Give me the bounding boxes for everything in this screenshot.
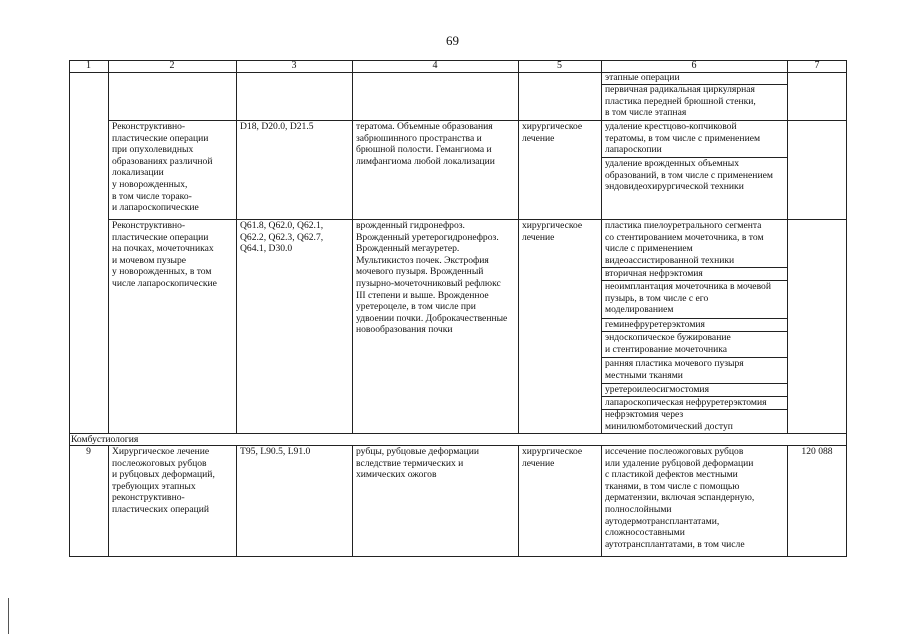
col-border [236, 60, 237, 433]
col-border [601, 60, 602, 433]
method-cell: лапароскопическая нефруретерэктомия [605, 397, 767, 408]
col-border [787, 60, 788, 433]
col-border [601, 445, 602, 557]
method-cell: первичная радикальная циркулярная пластика передней брюшной стенки, в том числе этапная [605, 84, 756, 119]
method-cell: вторичная нефрэктомия [605, 268, 703, 279]
col-border [352, 445, 353, 557]
row-divider [69, 433, 847, 434]
col-border [787, 445, 788, 557]
col-border [108, 445, 109, 557]
method-cell: нефрэктомия через минилюмботомический доступ [605, 409, 733, 432]
column-header-1: 1 [86, 60, 91, 71]
col-border [108, 60, 109, 433]
treatment-type-cell: хирургическое лечение [522, 121, 583, 144]
procedure-name-cell: Хирургическое лечение послеожоговых рубцов и рубцовых деформаций, требующих этапных реконструктивно- пластических операций [112, 446, 215, 515]
column-header-5: 5 [557, 60, 562, 71]
method-cell: иссечение послеожоговых рубцов или удаление рубцовой деформации с пластикой дефектов местными тканями, в том числе с помощью дерматензии, включая эспандерную, полнослойными аутодермотрансплантатами, сложносоставными аутотрансплантатами, в том числе [605, 446, 755, 550]
row-number-cell: 9 [86, 446, 91, 457]
col-border [352, 60, 353, 433]
col-border [236, 445, 237, 557]
table-bottom-border [69, 556, 847, 557]
method-cell: этапные операции [605, 72, 680, 83]
column-header-7: 7 [814, 60, 820, 71]
header-bottom-border [69, 72, 847, 73]
method-cell: ранняя пластика мочевого пузыря местными тканями [605, 358, 744, 381]
treatment-type-cell: хирургическое лечение [522, 220, 583, 243]
col-border [518, 445, 519, 557]
method-cell: удаление крестцово-копчиковой тератомы, в том числе с применением лапароскопии [605, 121, 761, 156]
treatment-type-cell: хирургическое лечение [522, 446, 583, 469]
method-cell: удаление врожденных объемных образований, в том числе с применением эндовидеохирургической техники [605, 158, 773, 193]
cost-cell: 120 088 [801, 446, 833, 457]
method-cell: геминефруретерэктомия [605, 319, 705, 330]
diagnosis-cell: тератома. Объемные образования забрюшинного пространства и брюшной полости. Гемангиома и лимфангиома любой локализации [356, 121, 495, 167]
column-header-4: 4 [432, 60, 438, 71]
column-header-2: 2 [169, 60, 175, 71]
column-header-3: 3 [291, 60, 297, 71]
diagnosis-cell: врожденный гидронефроз. Врожденный уретерогидронефроз. Врожденный мегауретер. Мультикистоз почек. Экстрофия мочевого пузыря. Врожденный пузырно-мочеточниковый рефлюкс III степени и выше. Врожденное уретероцеле, в том числе при удвоении почки. Доброкачественные новообразования почки [356, 220, 508, 336]
page-number: 69 [446, 33, 459, 48]
col-border [846, 60, 847, 557]
method-cell: неоимплантация мочеточника в мочевой пузырь, в том числе с его моделированием [605, 281, 771, 316]
icd-codes-cell: D18, D20.0, D21.5 [240, 121, 314, 132]
method-cell: уретероилеосигмостомия [605, 384, 709, 395]
scan-edge-mark [8, 598, 9, 634]
diagnosis-cell: рубцы, рубцовые деформации вследствие термических и химических ожогов [356, 446, 479, 481]
procedure-name-cell: Реконструктивно- пластические операции при опухолевидных образованиях различной локализации у новорожденных, в том числе торако- и лапароскопические [112, 121, 213, 214]
col-border [518, 60, 519, 433]
procedure-name-cell: Реконструктивно- пластические операции на почках, мочеточниках и мочевом пузыре у новорожденных, в том числе лапароскопические [112, 220, 217, 289]
medical-procedures-table [69, 60, 847, 557]
method-cell: пластика пиелоуретрального сегмента со стентированием мочеточника, в том числе с применением видеоассистированной техники [605, 220, 764, 266]
method-cell: эндоскопическое бужирование и стентирование мочеточника [605, 332, 731, 355]
column-header-6: 6 [691, 60, 697, 71]
col-border [69, 60, 70, 557]
icd-codes-cell: T95, L90.5, L91.0 [240, 446, 311, 457]
icd-codes-cell: Q61.8, Q62.0, Q62.1, Q62.2, Q62.3, Q62.7, Q64.1, D30.0 [240, 220, 324, 255]
section-title: Комбустиология [71, 434, 139, 445]
